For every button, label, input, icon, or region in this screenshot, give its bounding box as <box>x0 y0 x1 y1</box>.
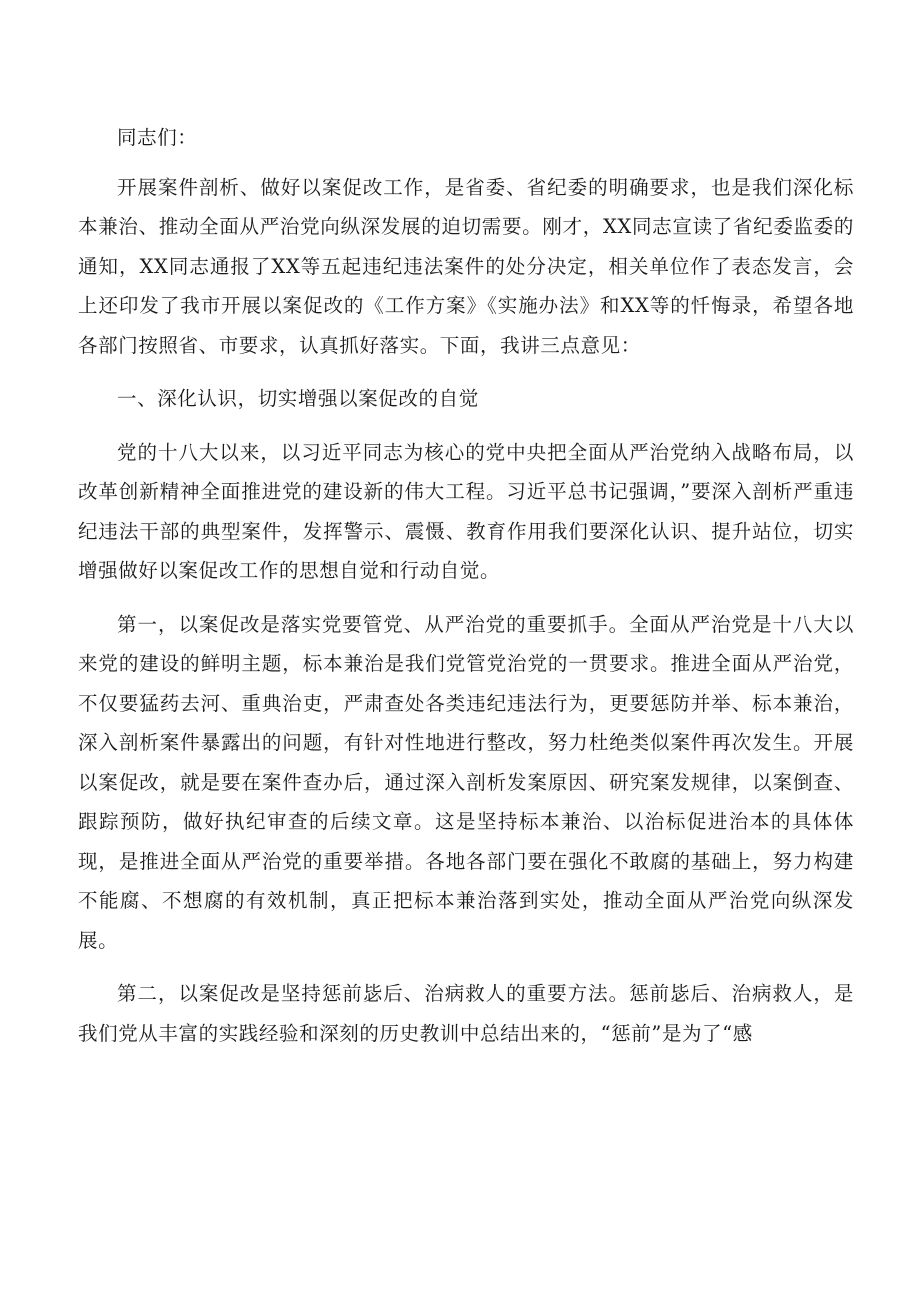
paragraph-party-congress: 党的十八大以来，以习近平同志为核心的党中央把全面从严治党纳入战略布局，以改革创新精神全面推进党的建设新的伟大工程。习近平总书记强调，”要深入剖析严重违纪违法干部的典型案件，发挥警示、震慑、教育作用我们要深化认识、提升站位，切实增强做好以案促改工作的思想自觉和行动自觉。 <box>78 440 854 582</box>
paragraph-point-one: 第一，以案促改是落实党要管党、从严治党的重要抓手。全面从严治党是十八大以来党的建设的鲜明主题，标本兼治是我们党管党治党的一贯要求。推进全面从严治党，不仅要猛药去河、重典治吏，严肃查处各类违纪违法行为，更要惩防并举、标本兼治，深入剖析案件暴露出的问题，有针对性地进行整改，努力杜绝类似案件再次发生。开展以案促改，就是要在案件查办后，通过深入剖析发案原因、研究案发规律，以案倒查、跟踪预防，做好执纪审查的后续文章。这是坚持标本兼治、以治标促进治本的具体体现，是推进全面从严治党的重要举措。各地各部门要在强化不敢腐的基础上，努力构建不能腐、不想腐的有效机制，真正把标本兼治落到实处，推动全面从严治党向纵深发展。 <box>78 612 854 952</box>
document-page <box>78 118 854 1067</box>
paragraph-intro: 开展案件剖析、做好以案促改工作，是省委、省纪委的明确要求，也是我们深化标本兼治、推动全面从严治党向纵深发展的迫切需要。刚才，XX同志宣读了省纪委监委的通知，XX同志通报了XX等五起违纪违法案件的处分决定，相关单位作了表态发言，会上还印发了我市开展以案促改的《工作方案》《实施办法》和XX等的忏悔录，希望各地各部门按照省、市要求，认真抓好落实。下面，我讲三点意见： <box>78 175 854 357</box>
salutation: 同志们： <box>117 126 198 149</box>
section-heading-1: 一、深化认识，切实增强以案促改的自觉 <box>117 387 479 410</box>
paragraph-point-two: 第二，以案促改是坚持惩前毖后、治病救人的重要方法。惩前毖后、治病救人，是我们党从丰富的实践经验和深刻的历史教训中总结出来的，“惩前”是为了“感 <box>78 982 854 1045</box>
